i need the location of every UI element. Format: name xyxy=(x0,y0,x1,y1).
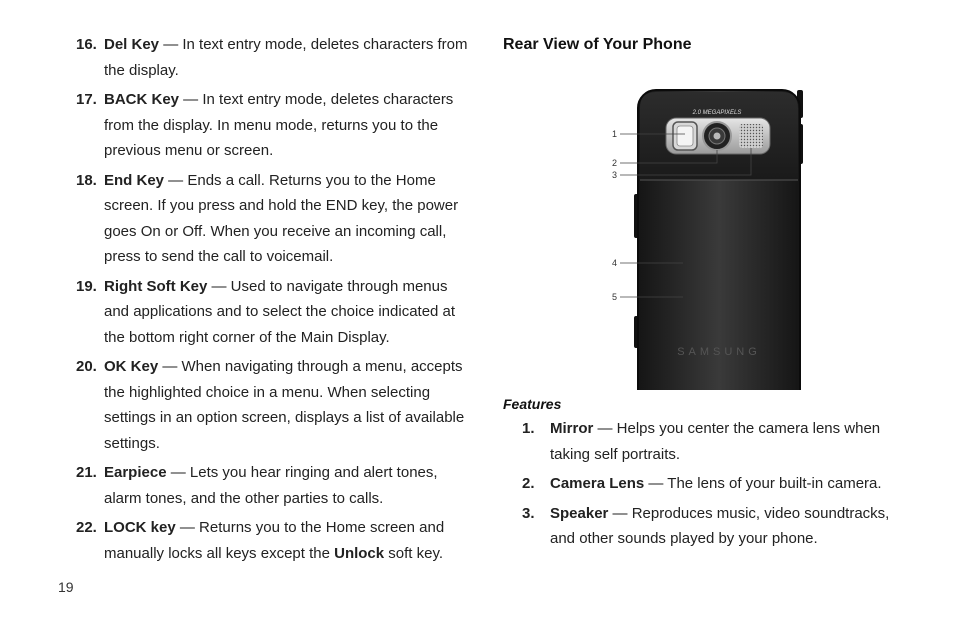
features-title: Features xyxy=(503,396,562,412)
list-item xyxy=(76,460,471,511)
item-term: Camera Lens xyxy=(550,475,645,492)
item-number: 16. xyxy=(76,36,97,53)
item-text: — Returns you to the Home screen and manually locks all keys except the xyxy=(104,519,445,562)
list-item xyxy=(76,354,471,456)
callout-5: 5 xyxy=(611,292,617,302)
camera-label: 2.0 MEGAPIXELS xyxy=(692,110,742,116)
page-number: 19 xyxy=(58,579,74,595)
list-item xyxy=(503,416,913,467)
list-item xyxy=(76,515,471,566)
callout-3: 3 xyxy=(611,170,617,180)
item-term: Speaker xyxy=(550,504,609,522)
item-text: — Used to navigate through menus and applications and to select the choice indicated at the bottom right corner of the Main Display. xyxy=(104,277,456,346)
list-item xyxy=(76,32,471,83)
item-term: End Key xyxy=(104,171,165,189)
item-text: — In text entry mode, deletes characters from the display. In menu mode, returns you to the previous menu or screen. xyxy=(104,91,454,159)
item-text: soft key. xyxy=(384,544,444,562)
item-number: 21. xyxy=(76,464,97,481)
item-number: 18. xyxy=(76,171,97,189)
callout-2: 2 xyxy=(611,158,617,168)
list-item xyxy=(76,274,471,351)
item-number: 20. xyxy=(76,358,97,375)
item-text: — Helps you center the camera lens when taking self portraits. xyxy=(550,420,881,463)
item-term: Earpiece xyxy=(104,464,167,481)
item-number: 1. xyxy=(522,420,535,437)
phone-rear-illustration xyxy=(503,54,913,390)
item-text: — In text entry mode, deletes characters from the display. xyxy=(104,36,468,79)
item-text: — When navigating through a menu, accepts the highlighted choice in a menu. When selecting settings in an option screen, displays a list of available settings. xyxy=(104,358,465,452)
mirror-glass xyxy=(677,126,693,146)
item-term: Right Soft Key xyxy=(104,277,208,295)
item-term: Mirror xyxy=(550,420,594,437)
item-number: 2. xyxy=(522,475,535,492)
item-term: LOCK key xyxy=(104,519,176,536)
item-term: Unlock xyxy=(334,544,385,562)
item-text: — Lets you hear ringing and alert tones, alarm tones, and the other parties to calls. xyxy=(104,464,438,507)
rear-view-section xyxy=(503,32,913,556)
list-item xyxy=(76,87,471,164)
list-item xyxy=(76,168,471,270)
item-term: BACK Key xyxy=(104,91,180,108)
item-term: Del Key xyxy=(104,36,160,53)
item-term: OK Key xyxy=(104,358,159,375)
key-descriptions xyxy=(76,32,471,570)
brand-logo: SAMSUNG xyxy=(677,346,761,358)
item-number: 22. xyxy=(76,519,97,536)
callout-4: 4 xyxy=(611,258,617,268)
item-text: — The lens of your built-in camera. xyxy=(644,475,882,492)
list-item xyxy=(503,501,913,552)
item-number: 19. xyxy=(76,277,97,295)
callout-1: 1 xyxy=(611,129,617,139)
item-number: 3. xyxy=(522,504,535,522)
phone-rear-figure xyxy=(503,54,913,390)
section-title: Rear View of Your Phone xyxy=(503,36,692,53)
camera-lens-center xyxy=(714,133,721,140)
item-text: — Ends a call. Returns you to the Home screen. If you press and hold the END key, the power goes On or Off. When you receive an incoming call, press to send the call to voicemail. xyxy=(104,171,459,265)
speaker-grille xyxy=(739,124,763,148)
item-number: 17. xyxy=(76,91,97,108)
list-item xyxy=(503,471,913,497)
item-text: — Reproduces music, video soundtracks, and other sounds played by your phone. xyxy=(550,504,890,547)
